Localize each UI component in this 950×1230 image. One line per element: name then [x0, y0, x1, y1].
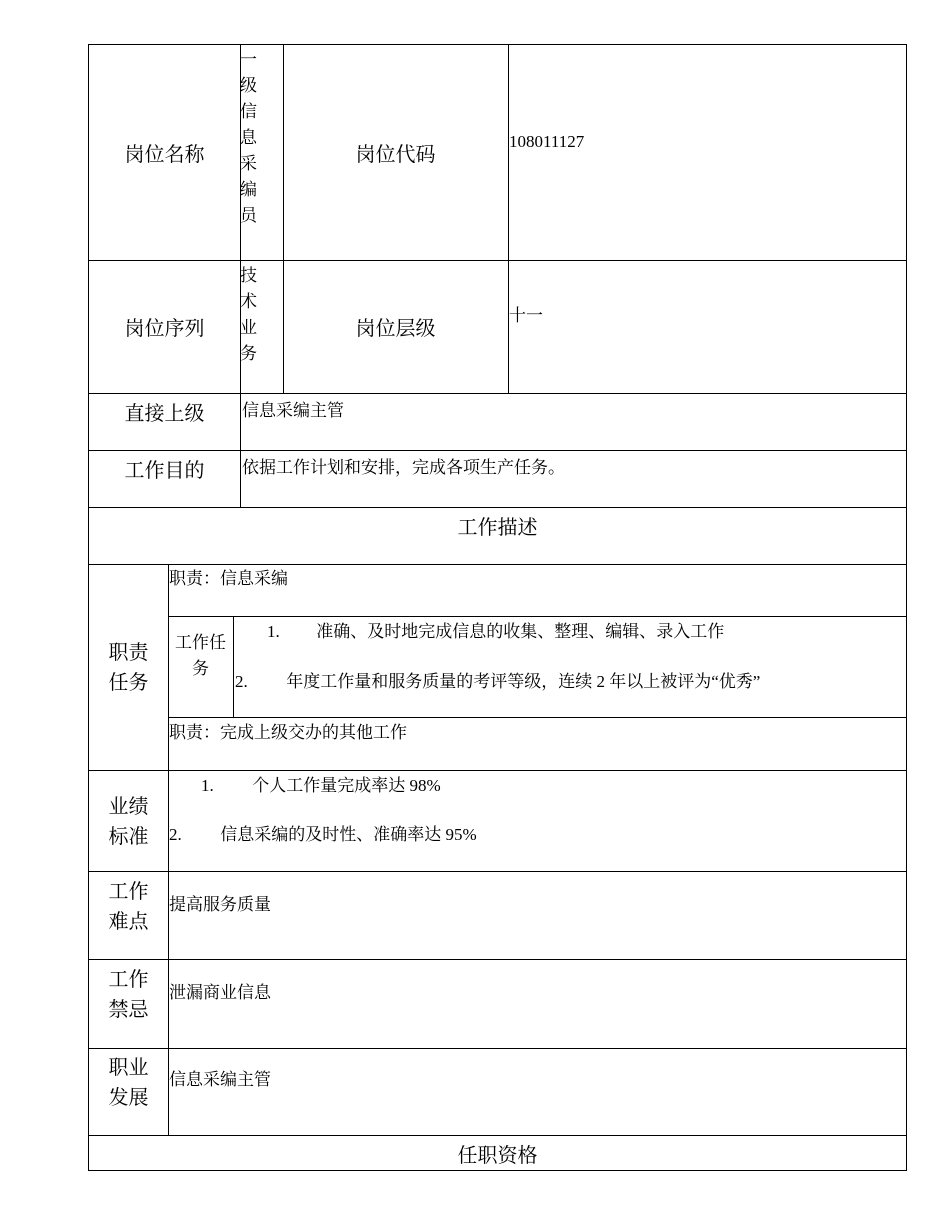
task1	[267, 621, 897, 643]
section-work-description: 工作描述	[457, 515, 538, 539]
performance-item1	[201, 775, 881, 797]
value-position-name-cell	[240, 47, 283, 260]
performance-item2	[169, 824, 869, 846]
row-divider	[89, 770, 906, 771]
value-position-sequence-cell	[240, 263, 283, 393]
performance-item2-num: 2.	[169, 825, 182, 844]
value-position-name: 一级信息采编员	[240, 50, 257, 225]
col-divider	[233, 616, 234, 717]
label-difficulty	[89, 871, 168, 941]
label-career	[89, 1048, 168, 1116]
row-divider	[168, 616, 906, 617]
value-work-purpose: 依据工作计划和安排，完成各项生产任务。	[242, 458, 565, 477]
label-direct-superior: 直接上级	[124, 401, 205, 425]
value-position-sequence: 技术业务	[240, 266, 257, 363]
value-taboo: 泄漏商业信息	[169, 983, 271, 1002]
value-position-level: 十一	[509, 306, 543, 325]
task-label	[168, 630, 233, 682]
duty1-title: 职责：信息采编	[169, 569, 288, 588]
label-position-name: 岗位名称	[124, 142, 205, 166]
value-position-code: 108011127	[509, 132, 585, 151]
col-divider	[508, 45, 509, 393]
label-performance	[89, 770, 168, 871]
label-duties	[89, 564, 168, 770]
row-divider	[89, 564, 906, 565]
task1-num: 1.	[267, 622, 280, 641]
task-label-text: 工作任务	[175, 633, 226, 678]
row-divider	[89, 450, 906, 451]
row-divider	[89, 393, 906, 394]
value-career: 信息采编主管	[169, 1070, 271, 1089]
label-position-code: 岗位代码	[355, 142, 436, 166]
section-qualifications: 任职资格	[457, 1143, 538, 1167]
row-divider	[89, 871, 906, 872]
row-divider	[89, 959, 906, 960]
label-duties-line1: 职责	[108, 640, 149, 664]
task2	[235, 671, 903, 693]
label-career-line1: 职业	[108, 1055, 149, 1079]
performance-item1-text: 个人工作量完成率达 98%	[252, 776, 441, 795]
value-direct-superior: 信息采编主管	[242, 401, 344, 420]
label-duties-line2: 任务	[108, 670, 149, 694]
row-divider	[89, 507, 906, 508]
row-divider	[168, 717, 906, 718]
label-performance-line2: 标准	[108, 823, 149, 848]
label-taboo-line2: 禁忌	[108, 997, 149, 1021]
job-description-table	[88, 44, 907, 1171]
performance-item2-text: 信息采编的及时性、准确率达 95%	[220, 825, 477, 844]
task2-text: 年度工作量和服务质量的考评等级，连续 2 年以上被评为“优秀”	[286, 672, 761, 691]
performance-item1-num: 1.	[201, 776, 214, 795]
label-position-sequence: 岗位序列	[124, 316, 205, 340]
label-taboo-line1: 工作	[108, 967, 149, 991]
row-divider	[89, 1135, 906, 1136]
task2-num: 2.	[235, 672, 248, 691]
label-position-level: 岗位层级	[355, 316, 436, 340]
task1-text: 准确、及时地完成信息的收集、整理、编辑、录入工作	[316, 622, 725, 641]
label-difficulty-line1: 工作	[108, 879, 149, 903]
label-taboo	[89, 959, 168, 1029]
label-difficulty-line2: 难点	[108, 909, 149, 933]
label-work-purpose: 工作目的	[124, 458, 205, 482]
label-performance-line1: 业绩	[108, 793, 149, 818]
row-divider	[89, 1048, 906, 1049]
label-career-line2: 发展	[108, 1085, 149, 1109]
value-difficulty: 提高服务质量	[169, 895, 271, 914]
duty2-title: 职责：完成上级交办的其他工作	[169, 723, 407, 742]
